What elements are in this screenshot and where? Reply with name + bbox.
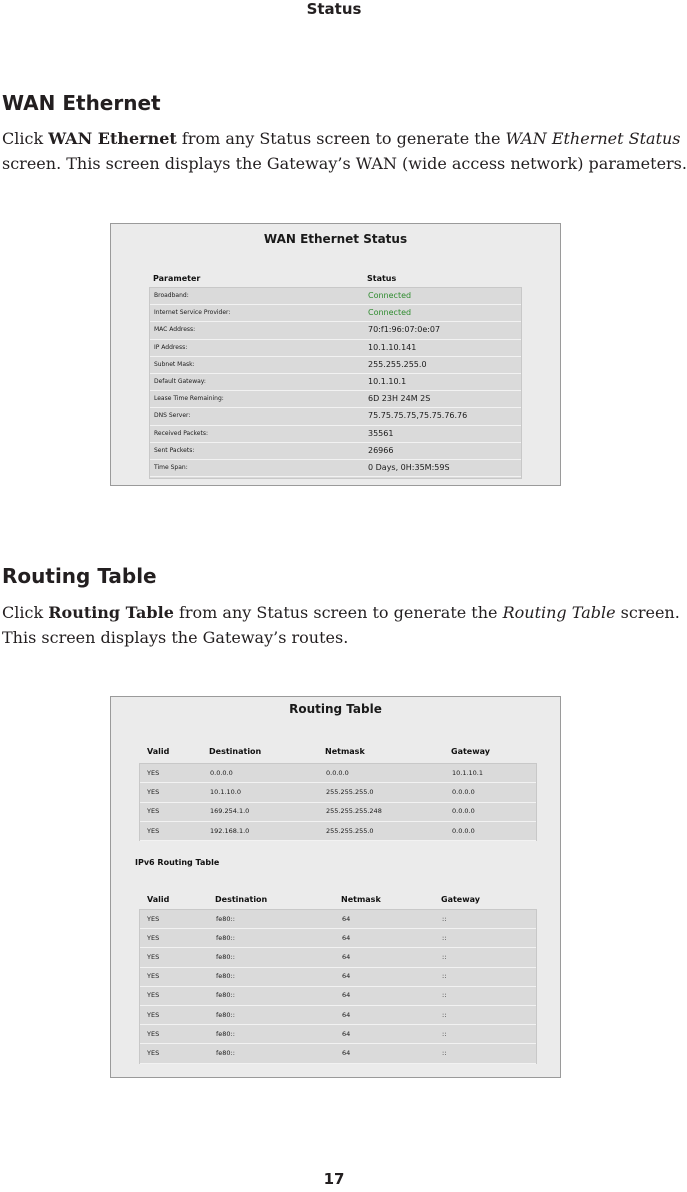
parameter-cell: Lease Time Remaining:	[154, 395, 224, 403]
valid-cell: YES	[147, 1048, 160, 1057]
status-cell: 255.255.255.0	[368, 359, 427, 369]
ipv6-col-valid: Valid	[147, 895, 170, 904]
table-row	[140, 1006, 536, 1025]
routing-paragraph-line2: This screen displays the Gateway’s routes.	[2, 628, 349, 647]
netmask-cell: 64	[342, 952, 351, 961]
destination-cell: 169.254.1.0	[210, 807, 250, 816]
table-row	[150, 460, 521, 477]
gateway-cell: 10.1.10.1	[452, 768, 484, 777]
parameter-cell: IP Address:	[154, 343, 188, 351]
table-row	[140, 1025, 536, 1044]
netmask-cell: 64	[342, 933, 351, 942]
valid-cell: YES	[147, 768, 160, 777]
destination-cell: fe80::	[216, 914, 235, 923]
table-row	[140, 948, 536, 967]
page-number: 17	[323, 1170, 345, 1188]
wan-ethernet-status-screenshot	[110, 223, 561, 486]
table-row	[150, 288, 521, 305]
status-cell: 35561	[368, 428, 394, 438]
valid-cell: YES	[147, 1010, 160, 1019]
gateway-cell: 0.0.0.0	[452, 787, 475, 796]
ipv4-col-destination: Destination	[209, 747, 262, 756]
parameter-cell: Internet Service Provider:	[154, 309, 231, 317]
parameter-cell: Time Span:	[154, 464, 188, 471]
netmask-cell: 64	[342, 914, 351, 923]
ipv4-routing-table	[139, 763, 537, 841]
wan-screenshot-title: WAN Ethernet Status	[263, 232, 408, 246]
parameter-cell: Broadband:	[154, 292, 189, 299]
table-row	[150, 357, 521, 374]
gateway-cell: ::	[442, 914, 447, 923]
routing-para-italic: Routing Table	[502, 603, 616, 622]
valid-cell: YES	[147, 972, 160, 981]
destination-cell: fe80::	[216, 1010, 235, 1019]
status-cell: 70:f1:96:07:0e:07	[368, 325, 441, 335]
gateway-cell: ::	[442, 991, 447, 1000]
parameter-cell: Subnet Mask:	[154, 360, 195, 368]
routing-para-bold: Routing Table	[48, 603, 174, 622]
table-row	[150, 426, 521, 443]
status-cell: 0 Days, 0H:35M:59S	[368, 463, 450, 472]
ipv6-routing-table-title: IPv6 Routing Table	[135, 858, 220, 867]
netmask-cell: 64	[342, 972, 351, 981]
table-row	[140, 910, 536, 929]
table-row	[150, 340, 521, 357]
gateway-cell: 0.0.0.0	[452, 826, 475, 835]
valid-cell: YES	[147, 991, 160, 1000]
netmask-cell: 64	[342, 1029, 351, 1038]
running-head: Status	[306, 0, 362, 18]
netmask-cell: 64	[342, 1048, 351, 1057]
ipv4-col-gateway: Gateway	[451, 747, 490, 756]
ipv6-routing-table	[139, 909, 537, 1064]
gateway-cell: ::	[442, 933, 447, 942]
valid-cell: YES	[147, 914, 160, 923]
destination-cell: 0.0.0.0	[210, 768, 233, 777]
netmask-cell: 64	[342, 1010, 351, 1019]
table-row	[140, 929, 536, 948]
destination-cell: fe80::	[216, 972, 235, 981]
gateway-cell: ::	[442, 1048, 447, 1057]
table-row	[150, 443, 521, 460]
routing-table-screenshot	[110, 696, 561, 1078]
status-cell: Connected	[368, 308, 412, 318]
wan-paragraph-line1	[2, 126, 681, 151]
routing-table-heading: Routing Table	[2, 564, 157, 588]
gateway-cell: ::	[442, 1029, 447, 1038]
wan-para-mid: from any Status screen to generate the	[176, 129, 506, 148]
ipv6-col-gateway: Gateway	[441, 895, 480, 904]
gateway-cell: ::	[442, 952, 447, 961]
valid-cell: YES	[147, 807, 160, 816]
ipv6-col-destination: Destination	[215, 895, 268, 904]
netmask-cell: 64	[342, 991, 351, 1000]
wan-col-status: Status	[367, 274, 397, 283]
wan-status-table	[149, 287, 522, 479]
parameter-cell: DNS Server:	[154, 412, 191, 420]
ipv6-col-netmask: Netmask	[341, 895, 381, 904]
parameter-cell: MAC Address:	[154, 326, 196, 334]
ipv4-col-netmask: Netmask	[325, 747, 365, 756]
table-row	[140, 968, 536, 987]
wan-paragraph-line2: screen. This screen displays the Gateway’s WAN (wide access network) parameters.	[2, 154, 687, 173]
status-cell: 6D 23H 24M 2S	[368, 394, 431, 404]
destination-cell: 192.168.1.0	[210, 826, 250, 835]
wan-para-prefix: Click	[2, 129, 49, 148]
wan-para-bold: WAN Ethernet	[48, 129, 177, 148]
wan-col-parameter: Parameter	[153, 274, 201, 283]
table-row	[140, 783, 536, 802]
parameter-cell: Sent Packets:	[154, 446, 195, 454]
table-row	[150, 305, 521, 322]
table-row	[150, 408, 521, 425]
status-cell: 75.75.75.75,75.75.76.76	[368, 411, 468, 421]
destination-cell: 10.1.10.0	[210, 787, 242, 796]
wan-ethernet-heading: WAN Ethernet	[2, 91, 161, 115]
wan-para-italic: WAN Ethernet Status	[505, 129, 681, 148]
table-row	[150, 322, 521, 339]
table-row	[140, 987, 536, 1006]
table-row	[140, 803, 536, 822]
gateway-cell: ::	[442, 1010, 447, 1019]
destination-cell: fe80::	[216, 991, 235, 1000]
table-row	[140, 764, 536, 783]
gateway-cell: ::	[442, 972, 447, 981]
destination-cell: fe80::	[216, 1029, 235, 1038]
valid-cell: YES	[147, 952, 160, 961]
table-row	[140, 822, 536, 841]
netmask-cell: 0.0.0.0	[326, 768, 349, 777]
routing-screenshot-title: Routing Table	[289, 702, 382, 716]
routing-para-prefix: Click	[2, 603, 49, 622]
ipv4-col-valid: Valid	[147, 747, 170, 756]
status-cell: Connected	[368, 291, 412, 300]
status-cell: 10.1.10.141	[368, 342, 417, 352]
valid-cell: YES	[147, 787, 160, 796]
table-row	[140, 1044, 536, 1063]
destination-cell: fe80::	[216, 952, 235, 961]
status-cell: 26966	[368, 445, 394, 455]
destination-cell: fe80::	[216, 933, 235, 942]
routing-para-suffix: screen.	[615, 603, 680, 622]
table-row	[150, 374, 521, 391]
valid-cell: YES	[147, 826, 160, 835]
valid-cell: YES	[147, 1029, 160, 1038]
netmask-cell: 255.255.255.0	[326, 826, 374, 835]
routing-para-mid: from any Status screen to generate the	[173, 603, 503, 622]
netmask-cell: 255.255.255.0	[326, 787, 374, 796]
parameter-cell: Default Gateway:	[154, 378, 206, 385]
gateway-cell: 0.0.0.0	[452, 807, 475, 816]
parameter-cell: Received Packets:	[154, 429, 208, 437]
destination-cell: fe80::	[216, 1048, 235, 1057]
table-row	[150, 391, 521, 408]
routing-paragraph-line1	[2, 600, 680, 625]
netmask-cell: 255.255.255.248	[326, 807, 382, 816]
valid-cell: YES	[147, 933, 160, 942]
status-cell: 10.1.10.1	[368, 377, 407, 386]
